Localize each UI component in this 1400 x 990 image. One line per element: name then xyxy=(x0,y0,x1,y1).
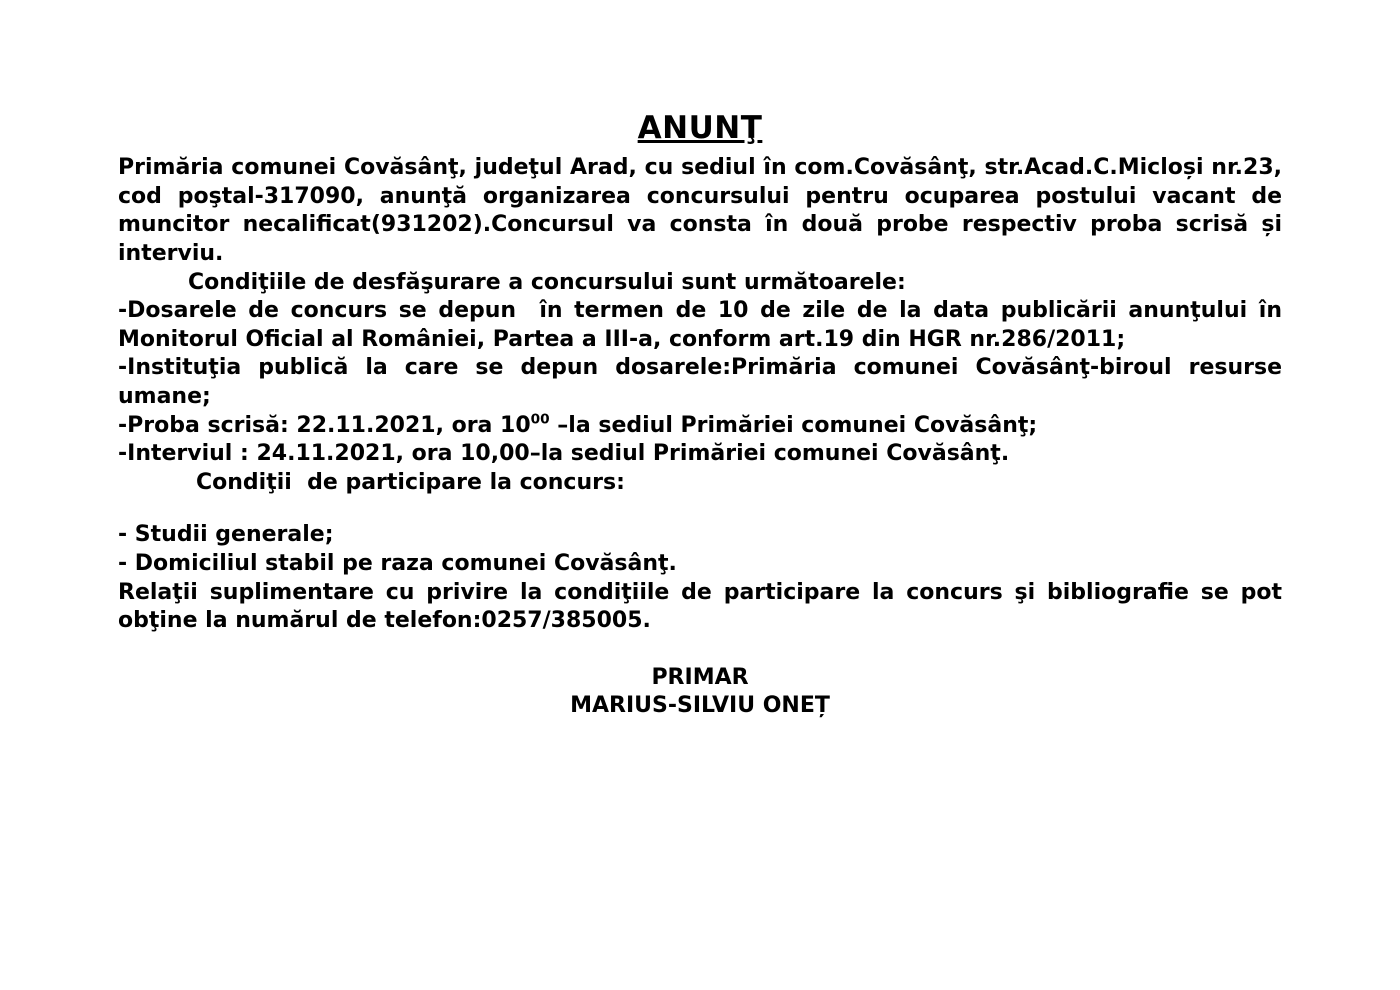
proba-hour-superscript: 00 xyxy=(530,411,550,428)
intro-paragraph: Primăria comunei Covăsânţ, judeţul Arad, cu sediul în com.Covăsânţ, str.Acad.C.Micloși nr.23, cod poştal-317090, anunţă organizarea concursului pentru ocuparea postului vacant de muncitor necalificat(931202).Concursul va consta în două probe respectiv proba scrisă și interviu. xyxy=(118,155,1290,267)
conditions-heading: Condiţiile de desfăşurare a concursului sunt următoarele: xyxy=(188,269,906,295)
participation-heading: Condiţii de participare la concurs: xyxy=(196,469,625,495)
signature-block xyxy=(118,664,1282,721)
relatii-paragraph: Relaţii suplimentare cu privire la condiţiile de participare la concurs şi bibliografie se pot obţine la numărul de telefon:0257/385005. xyxy=(118,579,1290,634)
document-title: ANUNŢ xyxy=(637,110,763,146)
signature-role: PRIMAR xyxy=(651,664,749,690)
item-institutie: -Instituţia publică la care se depun dosarele:Primăria comunei Covăsânţ-biroul resurse umane; xyxy=(118,355,1290,410)
requirement-studii: - Studii generale; xyxy=(118,522,334,548)
item-interviu: -Interviul : 24.11.2021, ora 10,00–la sediul Primăriei comunei Covăsânţ. xyxy=(118,441,1010,467)
proba-text-prefix: -Proba scrisă: 22.11.2021, ora 10 xyxy=(118,412,531,438)
item-proba-scrisa xyxy=(118,412,1282,441)
item-dosare: -Dosarele de concurs se depun în termen de 10 de zile de la data publicării anunţului în Monitorul Oficial al României, Partea a III-a, conform art.19 din HGR nr.286/2011; xyxy=(118,298,1290,352)
signature-name: MARIUS-SILVIU ONEȚ xyxy=(570,693,830,719)
requirement-domiciliu: - Domiciliul stabil pe raza comunei Covăsânţ. xyxy=(118,551,677,577)
proba-text-suffix: –la sediul Primăriei comunei Covăsânţ; xyxy=(549,412,1038,438)
